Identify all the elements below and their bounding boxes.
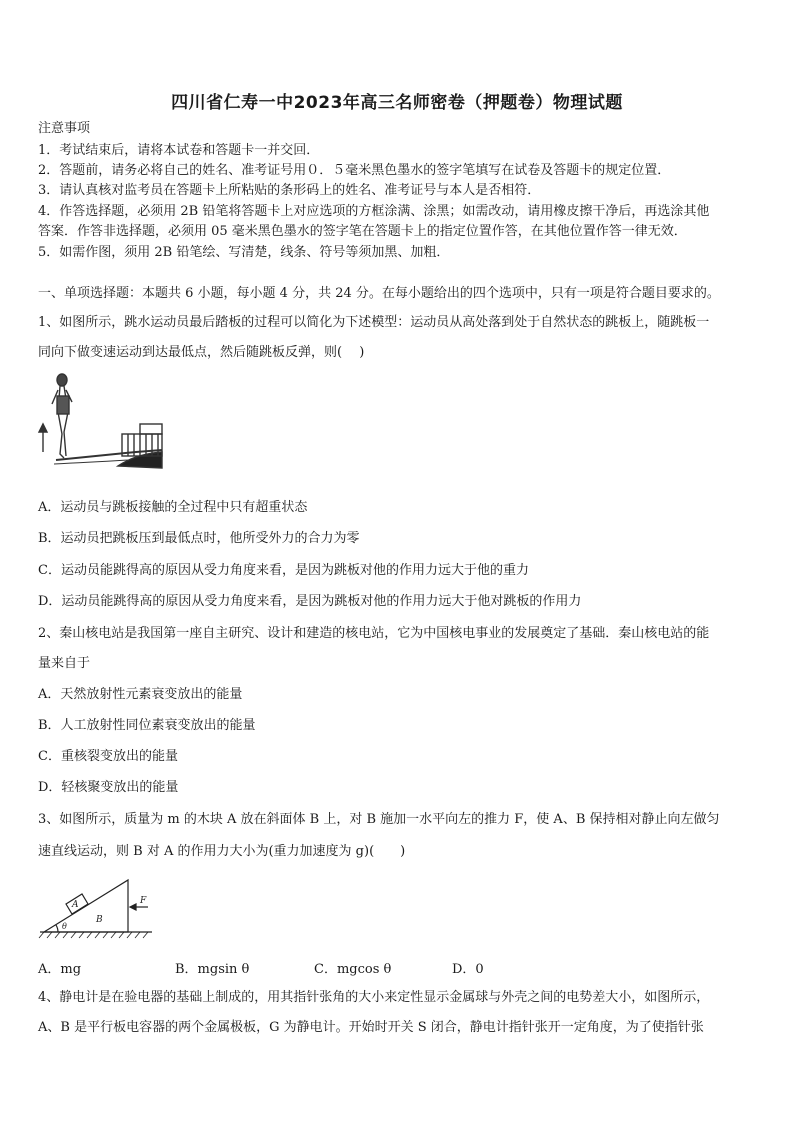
question-3-stem: 3、如图所示，质量为 m 的木块 A 放在斜面体 B 上，对 B 施加一水平向左的推力 F，使 A、B 保持相对静止向左做匀 — [38, 812, 720, 827]
question-1-option: D．运动员能跳得高的原因从受力角度来看，是因为跳板对他的作用力远大于他对跳板的作用力 — [38, 594, 582, 609]
angle-theta-label: θ — [62, 922, 67, 931]
question-3-stem: 速直线运动，则 B 对 A 的作用力大小为(重力加速度为 g)( ) — [38, 844, 406, 859]
section-heading: 一、单项选择题：本题共 6 小题，每小题 4 分，共 24 分。在每小题给出的四个选项中，只有一项是符合题目要求的。 — [38, 286, 720, 301]
question-2-option: C．重核裂变放出的能量 — [38, 749, 178, 764]
notice-item: 答案．作答非选择题，必须用 05 毫米黑色墨水的签字笔在答题卡上的指定位置作答，在其他位置作答一律无效． — [38, 224, 687, 239]
notice-item: 2．答题前，请务必将自己的姓名、准考证号用０．５毫米黑色墨水的签字笔填写在试卷及答题卡的规定位置． — [38, 163, 671, 178]
page-title: 四川省仁寿一中2023年高三名师密卷（押题卷）物理试题 — [171, 93, 623, 113]
question-1-option: A．运动员与跳板接触的全过程中只有超重状态 — [38, 500, 308, 515]
wedge-b-label: B — [96, 915, 103, 925]
question-3-option: A．mg — [38, 962, 82, 977]
question-2-option: A．天然放射性元素衰变放出的能量 — [38, 687, 243, 702]
question-1-stem: 同向下做变速运动到达最低点，然后随跳板反弹，则( ) — [38, 345, 365, 360]
question-2-stem: 量来自于 — [38, 656, 91, 671]
question-3-option: B．mgsin θ — [175, 962, 250, 977]
question-1-stem: 1、如图所示，跳水运动员最后踏板的过程可以简化为下述模型：运动员从高处落到处于自然状态的跳板上，随跳板一 — [38, 315, 710, 330]
notice-heading: 注意事项 — [38, 121, 91, 136]
notice-item: 1．考试结束后，请将本试卷和答题卡一并交回． — [38, 143, 320, 158]
diving-board-figure — [36, 372, 164, 474]
question-4-stem: 4、静电计是在验电器的基础上制成的，用其指针张角的大小来定性显示金属球与外壳之间的电势差大小，如图所示， — [38, 990, 710, 1005]
question-2-option: D．轻核聚变放出的能量 — [38, 780, 179, 795]
force-f-label: F — [140, 896, 147, 906]
question-3-option: C．mgcos θ — [314, 962, 392, 977]
incline-figure — [38, 874, 158, 940]
question-3-option: D．0 — [452, 962, 484, 977]
question-1-option: C．运动员能跳得高的原因从受力角度来看，是因为跳板对他的作用力远大于他的重力 — [38, 563, 529, 578]
question-2-stem: 2、秦山核电站是我国第一座自主研究、设计和建造的核电站，它为中国核电事业的发展奠定了基础．秦山核电站的能 — [38, 626, 710, 641]
question-4-stem: A、B 是平行板电容器的两个金属极板，G 为静电计。开始时开关 S 闭合，静电计指针张开一定角度，为了使指针张 — [38, 1020, 704, 1035]
notice-item: 3．请认真核对监考员在答题卡上所粘贴的条形码上的姓名、准考证号与本人是否相符． — [38, 183, 541, 198]
up-arrow-head — [39, 424, 47, 432]
question-2-option: B．人工放射性同位素衰变放出的能量 — [38, 718, 256, 733]
notice-item: 4．作答选择题，必须用 2B 铅笔将答题卡上对应选项的方框涂满、涂黑；如需改动，请用橡皮擦干净后，再选涂其他 — [38, 204, 710, 219]
question-1-option: B．运动员把跳板压到最低点时，他所受外力的合力为零 — [38, 531, 360, 546]
block-a-label: A — [72, 900, 79, 910]
incline-wedge-b — [44, 880, 128, 932]
notice-item: 5．如需作图，须用 2B 铅笔绘、写清楚，线条、符号等须加黑、加粗． — [38, 245, 450, 260]
